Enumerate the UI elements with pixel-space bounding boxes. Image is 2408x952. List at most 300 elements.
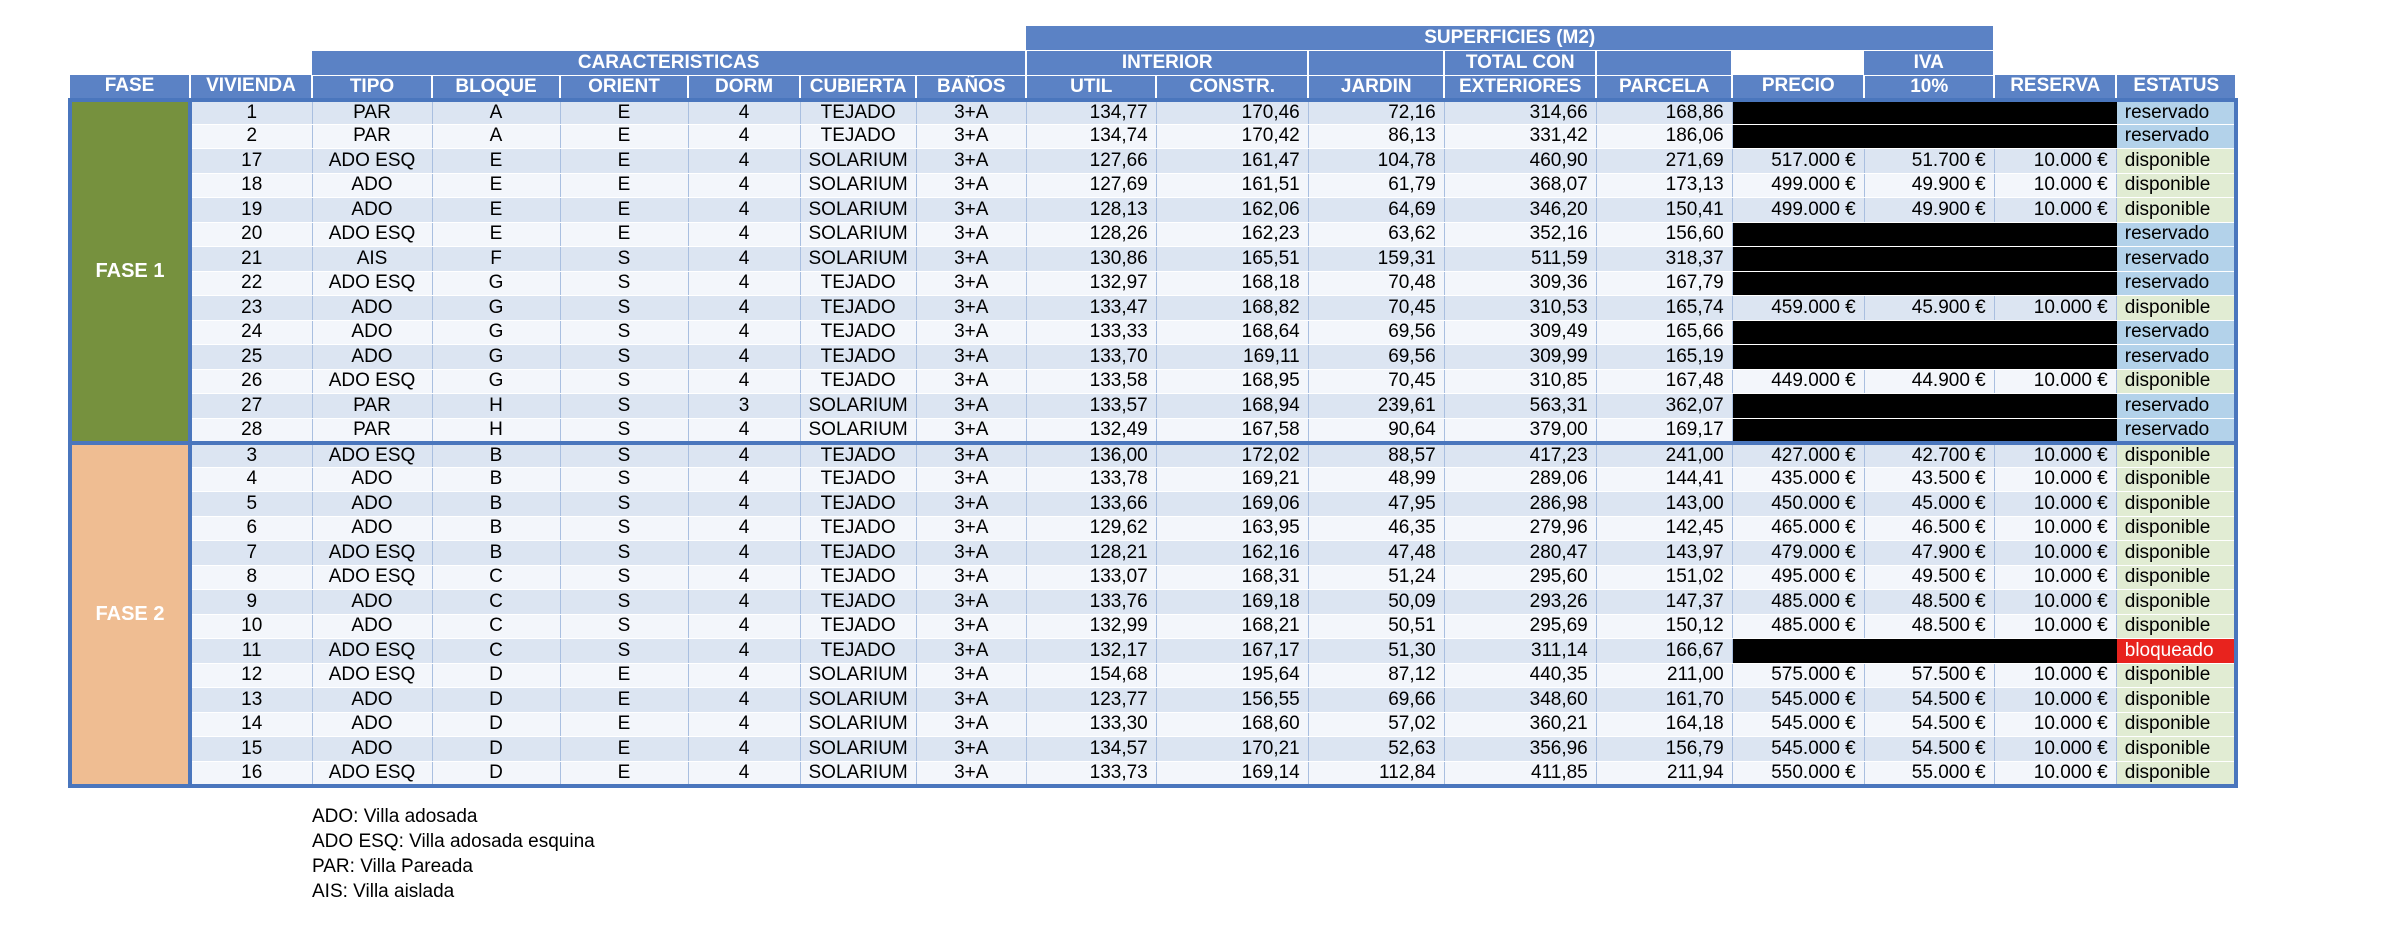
cell-parcela: 150,12 [1596,614,1732,639]
cell-tipo: ADO ESQ [312,369,432,394]
cell-reserva: 10.000 € [1994,467,2116,492]
cell-reserva [1994,124,2116,149]
cell-tipo: ADO [312,614,432,639]
cell-util: 133,33 [1026,320,1156,345]
cell-orient: S [560,369,688,394]
cell-exteriores: 360,21 [1444,712,1596,737]
cell-vivienda: 1 [190,100,312,125]
cell-cubierta: SOLARIUM [800,663,916,688]
cell-reserva [1994,271,2116,296]
cell-vivienda: 10 [190,614,312,639]
cell-precio: 545.000 € [1732,737,1864,762]
legend-item: ADO: Villa adosada [312,806,478,827]
cell-constr: 168,60 [1156,712,1308,737]
cell-exteriores: 368,07 [1444,173,1596,198]
cell-dorm: 4 [688,639,800,664]
cell-dorm: 4 [688,565,800,590]
cell-iva [1864,124,1994,149]
cell-cubierta: TEJADO [800,124,916,149]
col-header-util: UTIL [1026,75,1156,100]
cell-parcela: 156,79 [1596,737,1732,762]
cell-exteriores: 280,47 [1444,541,1596,566]
table-row [70,247,2236,272]
cell-tipo: ADO [312,345,432,370]
cell-tipo: ADO [312,173,432,198]
cell-orient: E [560,712,688,737]
cell-cubierta: SOLARIUM [800,418,916,443]
cell-exteriores: 346,20 [1444,198,1596,223]
col-header-orient: ORIENT [560,75,688,100]
header-caracteristicas: CARACTERISTICAS [312,51,1026,76]
cell-jardin: 88,57 [1308,443,1444,468]
cell-exteriores: 314,66 [1444,100,1596,125]
cell-parcela: 150,41 [1596,198,1732,223]
cell-precio: 495.000 € [1732,565,1864,590]
cell-jardin: 69,56 [1308,320,1444,345]
cell-tipo: ADO [312,296,432,321]
cell-util: 133,70 [1026,345,1156,370]
col-header-cubierta: CUBIERTA [800,75,916,100]
cell-bloque: F [432,247,560,272]
col-header-vivienda: VIVIENDA [190,75,312,100]
col-header-estatus: ESTATUS [2116,75,2236,100]
table-row [70,614,2236,639]
cell-bloque: E [432,198,560,223]
cell-banos: 3+A [916,565,1026,590]
cell-orient: S [560,271,688,296]
col-header-constr: CONSTR. [1156,75,1308,100]
cell-cubierta: SOLARIUM [800,688,916,713]
cell-cubierta: TEJADO [800,296,916,321]
status-badge: disponible [2116,516,2236,541]
cell-reserva: 10.000 € [1994,541,2116,566]
cell-tipo: ADO ESQ [312,541,432,566]
cell-util: 128,21 [1026,541,1156,566]
cell-precio: 575.000 € [1732,663,1864,688]
col-header-bloque: BLOQUE [432,75,560,100]
cell-vivienda: 22 [190,271,312,296]
cell-dorm: 4 [688,173,800,198]
cell-banos: 3+A [916,198,1026,223]
cell-banos: 3+A [916,492,1026,517]
table-row [70,663,2236,688]
cell-cubierta: SOLARIUM [800,198,916,223]
status-badge: bloqueado [2116,639,2236,664]
cell-bloque: G [432,369,560,394]
col-header-precio: PRECIO [1732,75,1864,100]
cell-jardin: 69,66 [1308,688,1444,713]
cell-orient: E [560,100,688,125]
cell-jardin: 72,16 [1308,100,1444,125]
legend [312,804,595,904]
cell-constr: 169,14 [1156,761,1308,786]
cell-parcela: 271,69 [1596,149,1732,174]
cell-constr: 169,21 [1156,467,1308,492]
cell-dorm: 4 [688,467,800,492]
col-header-iva-pct: 10% [1864,75,1994,100]
cell-constr: 168,94 [1156,394,1308,419]
cell-exteriores: 352,16 [1444,222,1596,247]
cell-bloque: H [432,394,560,419]
table-row [70,443,2236,468]
table-row [70,222,2236,247]
cell-iva [1864,345,1994,370]
cell-bloque: A [432,100,560,125]
cell-util: 133,30 [1026,712,1156,737]
cell-banos: 3+A [916,541,1026,566]
cell-reserva: 10.000 € [1994,149,2116,174]
cell-cubierta: TEJADO [800,492,916,517]
cell-parcela: 165,74 [1596,296,1732,321]
cell-bloque: D [432,688,560,713]
cell-banos: 3+A [916,467,1026,492]
table-row [70,712,2236,737]
cell-vivienda: 26 [190,369,312,394]
cell-cubierta: TEJADO [800,345,916,370]
cell-precio: 459.000 € [1732,296,1864,321]
cell-constr: 168,64 [1156,320,1308,345]
cell-jardin: 46,35 [1308,516,1444,541]
col-header-parcela: PARCELA [1596,75,1732,100]
cell-bloque: G [432,345,560,370]
cell-exteriores: 279,96 [1444,516,1596,541]
cell-exteriores: 460,90 [1444,149,1596,174]
cell-cubierta: TEJADO [800,467,916,492]
cell-tipo: ADO ESQ [312,761,432,786]
cell-reserva: 10.000 € [1994,712,2116,737]
cell-vivienda: 2 [190,124,312,149]
cell-jardin: 47,95 [1308,492,1444,517]
cell-util: 133,57 [1026,394,1156,419]
cell-exteriores: 310,53 [1444,296,1596,321]
cell-constr: 167,58 [1156,418,1308,443]
cell-jardin: 70,48 [1308,271,1444,296]
cell-jardin: 86,13 [1308,124,1444,149]
cell-util: 128,13 [1026,198,1156,223]
cell-util: 123,77 [1026,688,1156,713]
cell-orient: S [560,296,688,321]
cell-exteriores: 563,31 [1444,394,1596,419]
cell-orient: E [560,149,688,174]
cell-jardin: 90,64 [1308,418,1444,443]
cell-exteriores: 511,59 [1444,247,1596,272]
cell-constr: 168,18 [1156,271,1308,296]
cell-tipo: ADO ESQ [312,271,432,296]
cell-precio: 545.000 € [1732,712,1864,737]
cell-bloque: C [432,590,560,615]
cell-parcela: 164,18 [1596,712,1732,737]
cell-reserva: 10.000 € [1994,761,2116,786]
cell-dorm: 4 [688,761,800,786]
cell-precio [1732,320,1864,345]
cell-exteriores: 379,00 [1444,418,1596,443]
cell-util: 132,97 [1026,271,1156,296]
cell-constr: 169,06 [1156,492,1308,517]
cell-tipo: ADO [312,320,432,345]
cell-cubierta: TEJADO [800,271,916,296]
cell-orient: S [560,345,688,370]
header-iva: IVA [1864,51,1994,76]
cell-vivienda: 16 [190,761,312,786]
cell-bloque: D [432,663,560,688]
cell-bloque: E [432,173,560,198]
cell-vivienda: 15 [190,737,312,762]
cell-cubierta: SOLARIUM [800,712,916,737]
cell-precio [1732,271,1864,296]
cell-dorm: 4 [688,222,800,247]
cell-reserva [1994,247,2116,272]
table-row [70,100,2236,125]
cell-banos: 3+A [916,271,1026,296]
cell-exteriores: 289,06 [1444,467,1596,492]
col-header-tipo: TIPO [312,75,432,100]
table-row [70,345,2236,370]
cell-banos: 3+A [916,590,1026,615]
cell-reserva [1994,222,2116,247]
cell-iva: 54.500 € [1864,737,1994,762]
cell-vivienda: 5 [190,492,312,517]
legend-item: ADO ESQ: Villa adosada esquina [312,831,595,852]
cell-banos: 3+A [916,124,1026,149]
cell-iva [1864,639,1994,664]
cell-banos: 3+A [916,149,1026,174]
phase-label: FASE 2 [70,443,190,786]
cell-banos: 3+A [916,418,1026,443]
legend-item: PAR: Villa Pareada [312,856,473,877]
cell-dorm: 4 [688,614,800,639]
cell-parcela: 147,37 [1596,590,1732,615]
cell-parcela: 318,37 [1596,247,1732,272]
cell-iva [1864,247,1994,272]
cell-dorm: 4 [688,247,800,272]
table-row [70,492,2236,517]
cell-parcela: 144,41 [1596,467,1732,492]
cell-reserva [1994,345,2116,370]
cell-parcela: 167,48 [1596,369,1732,394]
cell-reserva: 10.000 € [1994,443,2116,468]
cell-precio: 465.000 € [1732,516,1864,541]
cell-bloque: B [432,516,560,541]
cell-exteriores: 417,23 [1444,443,1596,468]
cell-util: 134,74 [1026,124,1156,149]
status-badge: disponible [2116,467,2236,492]
cell-orient: S [560,614,688,639]
cell-banos: 3+A [916,443,1026,468]
cell-vivienda: 19 [190,198,312,223]
cell-util: 133,78 [1026,467,1156,492]
cell-iva [1864,271,1994,296]
phase-label: FASE 1 [70,100,190,443]
cell-precio: 550.000 € [1732,761,1864,786]
cell-exteriores: 310,85 [1444,369,1596,394]
cell-banos: 3+A [916,222,1026,247]
cell-precio: 499.000 € [1732,198,1864,223]
header-interior: INTERIOR [1026,51,1308,76]
cell-jardin: 48,99 [1308,467,1444,492]
cell-jardin: 159,31 [1308,247,1444,272]
cell-cubierta: SOLARIUM [800,737,916,762]
status-badge: reservado [2116,418,2236,443]
cell-iva [1864,320,1994,345]
cell-jardin: 112,84 [1308,761,1444,786]
cell-reserva: 10.000 € [1994,173,2116,198]
cell-bloque: A [432,124,560,149]
cell-tipo: ADO ESQ [312,222,432,247]
status-badge: reservado [2116,345,2236,370]
cell-parcela: 166,67 [1596,639,1732,664]
header-superficies: SUPERFICIES (M2) [1026,26,1994,51]
cell-tipo: ADO [312,492,432,517]
cell-iva [1864,222,1994,247]
cell-precio [1732,639,1864,664]
cell-orient: S [560,516,688,541]
table-row [70,369,2236,394]
cell-dorm: 4 [688,320,800,345]
cell-reserva [1994,394,2116,419]
cell-tipo: ADO [312,516,432,541]
cell-orient: E [560,222,688,247]
cell-iva: 48.500 € [1864,590,1994,615]
status-badge: reservado [2116,100,2236,125]
cell-dorm: 4 [688,296,800,321]
cell-vivienda: 17 [190,149,312,174]
cell-tipo: ADO [312,688,432,713]
cell-constr: 167,17 [1156,639,1308,664]
cell-reserva: 10.000 € [1994,492,2116,517]
cell-parcela: 186,06 [1596,124,1732,149]
table-row [70,198,2236,223]
cell-exteriores: 295,69 [1444,614,1596,639]
cell-iva: 55.000 € [1864,761,1994,786]
cell-exteriores: 286,98 [1444,492,1596,517]
cell-parcela: 165,19 [1596,345,1732,370]
cell-constr: 195,64 [1156,663,1308,688]
cell-precio [1732,124,1864,149]
cell-bloque: G [432,271,560,296]
cell-parcela: 167,79 [1596,271,1732,296]
cell-bloque: G [432,296,560,321]
cell-dorm: 4 [688,688,800,713]
cell-constr: 168,21 [1156,614,1308,639]
cell-jardin: 239,61 [1308,394,1444,419]
table-row [70,639,2236,664]
cell-reserva: 10.000 € [1994,663,2116,688]
cell-dorm: 4 [688,369,800,394]
cell-iva: 49.900 € [1864,198,1994,223]
cell-vivienda: 24 [190,320,312,345]
cell-tipo: ADO ESQ [312,663,432,688]
table-row [70,394,2236,419]
cell-tipo: AIS [312,247,432,272]
cell-util: 134,57 [1026,737,1156,762]
cell-banos: 3+A [916,737,1026,762]
cell-orient: S [560,320,688,345]
status-badge: disponible [2116,296,2236,321]
cell-jardin: 61,79 [1308,173,1444,198]
cell-dorm: 4 [688,516,800,541]
cell-util: 127,66 [1026,149,1156,174]
cell-tipo: ADO [312,712,432,737]
cell-constr: 169,11 [1156,345,1308,370]
cell-vivienda: 28 [190,418,312,443]
cell-orient: E [560,761,688,786]
table-row [70,541,2236,566]
cell-util: 132,17 [1026,639,1156,664]
cell-reserva: 10.000 € [1994,614,2116,639]
villa-price-table [68,26,2238,788]
cell-bloque: E [432,222,560,247]
col-header-fase: FASE [70,75,190,100]
cell-cubierta: TEJADO [800,639,916,664]
cell-bloque: G [432,320,560,345]
cell-banos: 3+A [916,639,1026,664]
cell-vivienda: 3 [190,443,312,468]
cell-dorm: 4 [688,271,800,296]
cell-vivienda: 11 [190,639,312,664]
cell-cubierta: TEJADO [800,565,916,590]
cell-util: 136,00 [1026,443,1156,468]
cell-exteriores: 309,99 [1444,345,1596,370]
cell-parcela: 169,17 [1596,418,1732,443]
cell-banos: 3+A [916,712,1026,737]
header-row-3 [70,75,2236,100]
cell-cubierta: SOLARIUM [800,173,916,198]
cell-util: 134,77 [1026,100,1156,125]
cell-constr: 162,23 [1156,222,1308,247]
status-badge: reservado [2116,222,2236,247]
table-row [70,516,2236,541]
col-header-jardin: JARDIN [1308,75,1444,100]
cell-cubierta: SOLARIUM [800,149,916,174]
cell-iva: 48.500 € [1864,614,1994,639]
table-row [70,296,2236,321]
cell-parcela: 241,00 [1596,443,1732,468]
cell-exteriores: 440,35 [1444,663,1596,688]
cell-vivienda: 7 [190,541,312,566]
cell-precio: 435.000 € [1732,467,1864,492]
cell-parcela: 161,70 [1596,688,1732,713]
cell-reserva [1994,418,2116,443]
cell-cubierta: TEJADO [800,590,916,615]
cell-bloque: B [432,467,560,492]
cell-vivienda: 18 [190,173,312,198]
cell-orient: E [560,663,688,688]
cell-tipo: PAR [312,100,432,125]
cell-reserva: 10.000 € [1994,198,2116,223]
cell-jardin: 70,45 [1308,296,1444,321]
cell-orient: S [560,492,688,517]
cell-parcela: 168,86 [1596,100,1732,125]
cell-util: 154,68 [1026,663,1156,688]
cell-dorm: 4 [688,345,800,370]
header-row-1 [70,26,2236,51]
cell-cubierta: TEJADO [800,320,916,345]
cell-orient: S [560,590,688,615]
cell-reserva: 10.000 € [1994,688,2116,713]
cell-jardin: 57,02 [1308,712,1444,737]
cell-parcela: 143,97 [1596,541,1732,566]
cell-iva: 43.500 € [1864,467,1994,492]
cell-dorm: 4 [688,541,800,566]
status-badge: reservado [2116,247,2236,272]
status-badge: disponible [2116,614,2236,639]
cell-iva: 44.900 € [1864,369,1994,394]
table-row [70,124,2236,149]
cell-constr: 170,21 [1156,737,1308,762]
cell-tipo: PAR [312,418,432,443]
status-badge: disponible [2116,443,2236,468]
table-row [70,565,2236,590]
